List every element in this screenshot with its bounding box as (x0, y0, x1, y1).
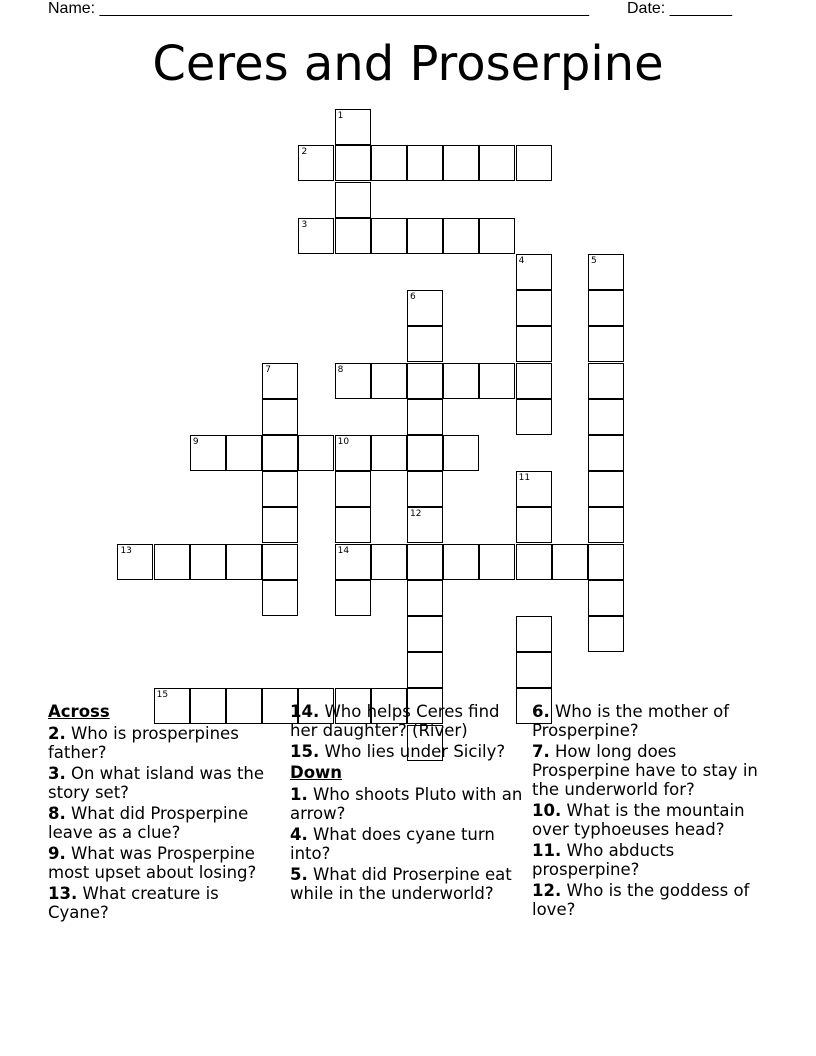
crossword-cell[interactable] (516, 254, 552, 290)
crossword-cell[interactable] (335, 182, 371, 218)
clue-number: 2 (301, 147, 308, 158)
crossword-cell[interactable] (479, 145, 515, 181)
clue-number: 5 (591, 256, 597, 267)
crossword-cell[interactable] (479, 544, 515, 580)
crossword-cell[interactable] (335, 544, 371, 580)
clue-number: 4 (518, 256, 525, 267)
crossword-cell[interactable] (588, 544, 624, 580)
crossword-cell[interactable] (443, 145, 479, 181)
clue-number: 1 (337, 111, 344, 122)
crossword-cell[interactable] (443, 218, 479, 254)
clue-number: 6 (410, 292, 416, 303)
crossword-cell[interactable] (371, 145, 407, 181)
crossword-cell[interactable] (516, 471, 552, 507)
crossword-cell[interactable] (407, 544, 443, 580)
crossword-cell[interactable] (262, 363, 298, 399)
crossword-cell[interactable] (226, 435, 262, 471)
crossword-cell[interactable] (407, 145, 443, 181)
crossword-cell[interactable] (516, 507, 552, 543)
clue-across-2: 2. Who is prosperpines father? (48, 724, 239, 762)
clue-across-13: 13. What creature is Cyane? (48, 884, 219, 922)
crossword-cell[interactable] (588, 326, 624, 362)
crossword-cell[interactable] (262, 507, 298, 543)
name-field-label: Name: _______________________________________________________ (48, 0, 589, 17)
crossword-cell[interactable] (407, 363, 443, 399)
clue-number: 12 (410, 509, 422, 520)
crossword-cell[interactable] (407, 616, 443, 652)
crossword-cell[interactable] (335, 218, 371, 254)
crossword-cell[interactable] (371, 363, 407, 399)
crossword-cell[interactable] (588, 616, 624, 652)
crossword-cell[interactable] (371, 435, 407, 471)
crossword-cell[interactable] (190, 544, 226, 580)
across-heading: Across (48, 702, 110, 721)
crossword-cell[interactable] (588, 507, 624, 543)
clue-down-11: 11. Who abducts prosperpine? (532, 841, 675, 879)
clue-down-5: 5. What did Proserpine eat while in the underworld? (290, 865, 512, 903)
crossword-cell[interactable] (407, 326, 443, 362)
clue-number: 15 (156, 690, 169, 701)
crossword-cell[interactable] (262, 399, 298, 435)
clue-number: 8 (337, 364, 344, 375)
crossword-cell[interactable] (190, 435, 226, 471)
crossword-cell[interactable] (588, 290, 624, 326)
clue-across-8: 8. What did Prosperpine leave as a clue? (48, 804, 249, 842)
crossword-cell[interactable] (588, 254, 624, 290)
clues-column-1 (48, 702, 280, 924)
crossword-cell[interactable] (588, 435, 624, 471)
crossword-cell[interactable] (516, 544, 552, 580)
crossword-cell[interactable] (407, 471, 443, 507)
clue-number: 10 (337, 437, 350, 448)
clue-down-7: 7. How long does Prosperpine have to stay in the underworld for? (532, 742, 758, 799)
clue-down-12: 12. Who is the goddess of love? (532, 881, 750, 919)
crossword-cell[interactable] (479, 363, 515, 399)
crossword-cell[interactable] (335, 145, 371, 181)
clue-across-15: 15. Who lies under Sicily? (290, 742, 506, 761)
crossword-cell[interactable] (407, 435, 443, 471)
crossword-cell[interactable] (516, 399, 552, 435)
clue-down-6: 6. Who is the mother of Prosperpine? (532, 702, 730, 740)
crossword-cell[interactable] (443, 363, 479, 399)
crossword-cell[interactable] (407, 218, 443, 254)
crossword-cell[interactable] (298, 218, 334, 254)
crossword-cell[interactable] (407, 580, 443, 616)
crossword-cell[interactable] (588, 580, 624, 616)
clue-number: 11 (518, 473, 531, 484)
crossword-cell[interactable] (443, 435, 479, 471)
crossword-cell[interactable] (552, 544, 588, 580)
crossword-cell[interactable] (298, 145, 334, 181)
clue-across-9: 9. What was Prosperpine most upset about losing? (48, 844, 257, 882)
crossword-cell[interactable] (407, 399, 443, 435)
crossword-cell[interactable] (335, 507, 371, 543)
crossword-cell[interactable] (516, 363, 552, 399)
crossword-cell[interactable] (335, 471, 371, 507)
crossword-cell[interactable] (516, 616, 552, 652)
crossword-cell[interactable] (298, 435, 334, 471)
clue-down-10: 10. What is the mountain over typhoeuses head? (532, 801, 745, 839)
crossword-cell[interactable] (479, 218, 515, 254)
clue-number: 9 (192, 437, 199, 448)
crossword-cell[interactable] (588, 399, 624, 435)
clue-number: 13 (120, 545, 132, 556)
clues-column-2 (290, 702, 526, 905)
crossword-cell[interactable] (407, 507, 443, 543)
crossword-cell[interactable] (262, 471, 298, 507)
crossword-cell[interactable] (226, 544, 262, 580)
clue-number: 14 (337, 545, 350, 556)
clue-down-4: 4. What does cyane turn into? (290, 825, 495, 863)
crossword-cell[interactable] (516, 326, 552, 362)
crossword-cell[interactable] (335, 580, 371, 616)
crossword-cell[interactable] (262, 580, 298, 616)
crossword-cell[interactable] (588, 363, 624, 399)
crossword-cell[interactable] (335, 435, 371, 471)
crossword-cell[interactable] (262, 435, 298, 471)
clue-number: 7 (265, 364, 271, 375)
crossword-cell[interactable] (443, 544, 479, 580)
crossword-cell[interactable] (516, 290, 552, 326)
crossword-cell[interactable] (588, 471, 624, 507)
crossword-cell[interactable] (335, 109, 371, 145)
crossword-cell[interactable] (516, 652, 552, 688)
crossword-cell[interactable] (407, 290, 443, 326)
crossword-cell[interactable] (154, 544, 190, 580)
crossword-cell[interactable] (371, 218, 407, 254)
date-field-label: Date: _______ (627, 0, 732, 17)
crossword-cell[interactable] (335, 363, 371, 399)
clue-across-3: 3. On what island was the story set? (48, 764, 265, 802)
page-title: Ceres and Proserpine (152, 36, 664, 92)
down-heading: Down (290, 763, 343, 782)
clues-column-3 (532, 702, 772, 921)
crossword-cell[interactable] (407, 652, 443, 688)
clue-down-1: 1. Who shoots Pluto with an arrow? (290, 785, 523, 823)
clue-number: 3 (301, 219, 308, 230)
clue-across-14: 14. Who helps Ceres find her daughter? (River) (290, 702, 500, 740)
crossword-cell[interactable] (371, 544, 407, 580)
crossword-cell[interactable] (117, 544, 153, 580)
crossword-cell[interactable] (262, 544, 298, 580)
crossword-cell[interactable] (516, 145, 552, 181)
